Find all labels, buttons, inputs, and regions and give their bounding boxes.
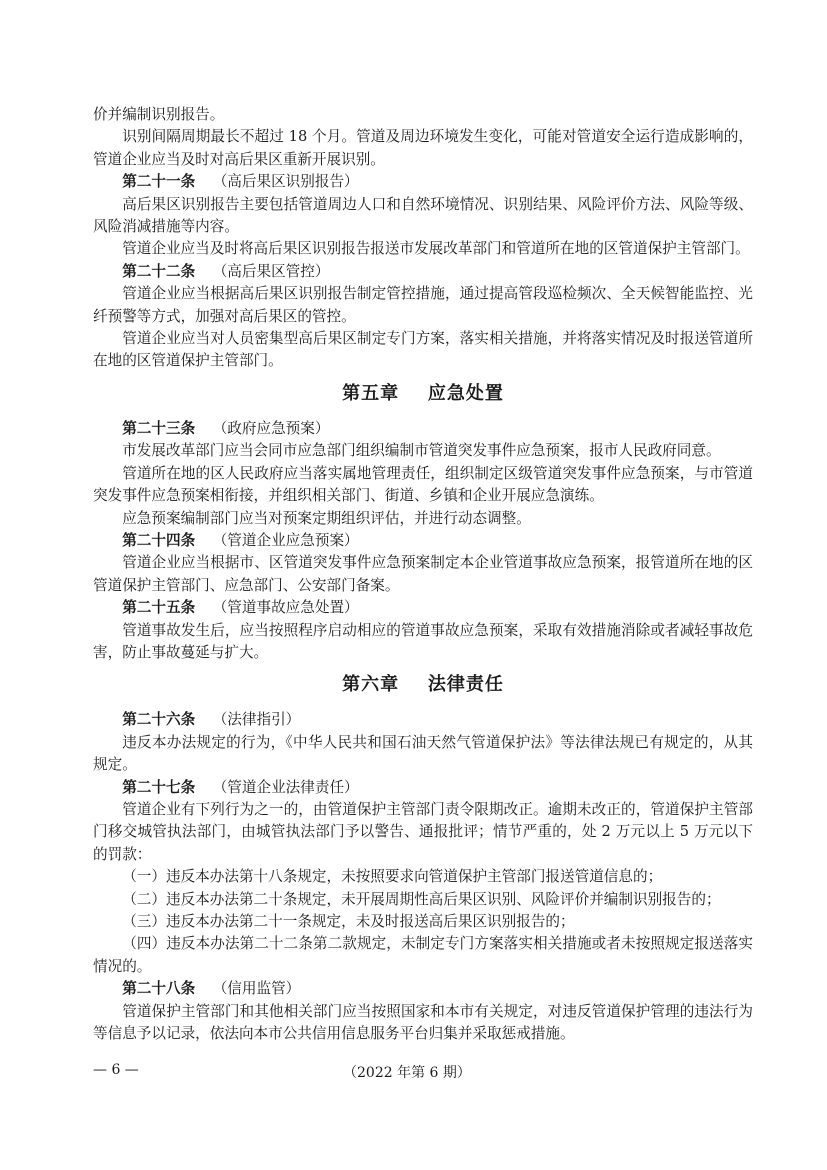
chapter-heading [93, 382, 753, 406]
article-title: （信用监管） [212, 980, 301, 998]
article-number: 第二十二条 [122, 262, 196, 280]
paragraph: 管道企业应当及时将高后果区识别报告报送市发展改革部门和管道所在地的区管道保护主管部门。 [122, 240, 750, 258]
paragraph: 高后果区识别报告主要包括管道周边人口和自然环境情况、识别结果、风险评价方法、风险等级、风险消减措施等内容。 [93, 195, 753, 236]
paragraph: （四）违反本办法第二十二条第二款规定，未制定专门方案落实相关措施或者未按照规定报送落实情况的。 [93, 935, 753, 975]
document-body [93, 104, 753, 1045]
paragraph: 识别间隔周期最长不超过 18 个月。管道及周边环境发生变化，可能对管道安全运行造成影响的，管道企业应当及时对高后果区重新开展识别。 [93, 128, 753, 168]
paragraph: （三）违反本办法第二十一条规定，未及时报送高后果区识别报告的； [122, 913, 575, 930]
article-number: 第二十七条 [122, 778, 196, 796]
chapter-title: 法律责任 [427, 674, 504, 696]
chapter-number: 第六章 [342, 674, 400, 696]
article-heading [93, 530, 753, 552]
paragraph: 价并编制识别报告。 [93, 106, 225, 123]
paragraph: （一）违反本办法第十八条规定，未按照要求向管道保护主管部门报送管道信息的； [122, 868, 663, 886]
article-title: （管道企业应急预案） [212, 531, 359, 549]
paragraph: 管道企业有下列行为之一的，由管道保护主管部门责令限期改正。逾期未改正的，管道保护主管部门移交城管执法部门，由城管执法部门予以警告、通报批评；情节严重的，处 2 万元以上 5 万元以下的罚款： [93, 800, 753, 863]
article-title: （政府应急预案） [212, 419, 330, 437]
article-heading [93, 777, 753, 799]
page-number: — 6 — [93, 1062, 139, 1078]
article-number: 第二十四条 [122, 531, 196, 549]
chapter-number: 第五章 [342, 382, 400, 404]
paragraph: （二）违反本办法第二十条规定，未开展周期性高后果区识别、风险评价并编制识别报告的； [122, 890, 721, 908]
chapter-title: 应急处置 [427, 382, 504, 404]
article-heading [93, 261, 753, 283]
article-title: （管道事故应急处置） [212, 599, 359, 617]
article-number: 第二十三条 [122, 419, 196, 437]
paragraph: 管道企业应当根据市、区管道突发事件应急预案制定本企业管道事故应急预案，报管道所在地的区管道保护主管部门、应急部门、公安部门备案。 [93, 554, 753, 594]
article-title: （高后果区识别报告） [212, 173, 359, 191]
article-title: （管道企业法律责任） [212, 778, 359, 796]
article-number: 第二十八条 [122, 980, 196, 998]
paragraph: 应急预案编制部门应当对预案定期组织评估，并进行动态调整。 [122, 509, 531, 527]
paragraph: 管道所在地的区人民政府应当落实属地管理责任，组织制定区级管道突发事件应急预案，与市管道突发事件应急预案相衔接，并组织相关部门、街道、乡镇和企业开展应急演练。 [93, 464, 753, 505]
article-number: 第二十五条 [122, 599, 196, 617]
article-heading [93, 171, 753, 193]
article-heading [93, 978, 753, 1000]
article-heading [93, 709, 753, 731]
paragraph: 市发展改革部门应当会同市应急部门组织编制市管道突发事件应急预案，报市人民政府同意。 [122, 442, 721, 460]
issue-label: （2022 年第 6 期） [343, 1065, 471, 1081]
article-heading [93, 597, 753, 619]
paragraph: 管道事故发生后，应当按照程序启动相应的管道事故应急预案，采取有效措施消除或者减轻事故危害，防止事故蔓延与扩大。 [93, 621, 753, 661]
article-title: （法律指引） [212, 711, 301, 729]
paragraph: 管道企业应当对人员密集型高后果区制定专门方案，落实相关措施，并将落实情况及时报送管道所在地的区管道保护主管部门。 [93, 330, 753, 370]
article-number: 第二十六条 [122, 711, 196, 729]
article-heading [93, 418, 753, 440]
chapter-heading [93, 673, 753, 697]
paragraph: 管道企业应当根据高后果区识别报告制定管控措施，通过提高管段巡检频次、全天候智能监控、光纤预警等方式，加强对高后果区的管控。 [93, 285, 753, 325]
article-title: （高后果区管控） [212, 262, 330, 280]
paragraph: 管道保护主管部门和其他相关部门应当按照国家和本市有关规定，对违反管道保护管理的违法行为等信息予以记录，依法向本市公共信用信息服务平台归集并采取惩戒措施。 [93, 1002, 753, 1043]
article-number: 第二十一条 [122, 173, 196, 191]
paragraph: 违反本办法规定的行为，《中华人民共和国石油天然气管道保护法》等法律法规已有规定的，从其规定。 [93, 733, 753, 774]
